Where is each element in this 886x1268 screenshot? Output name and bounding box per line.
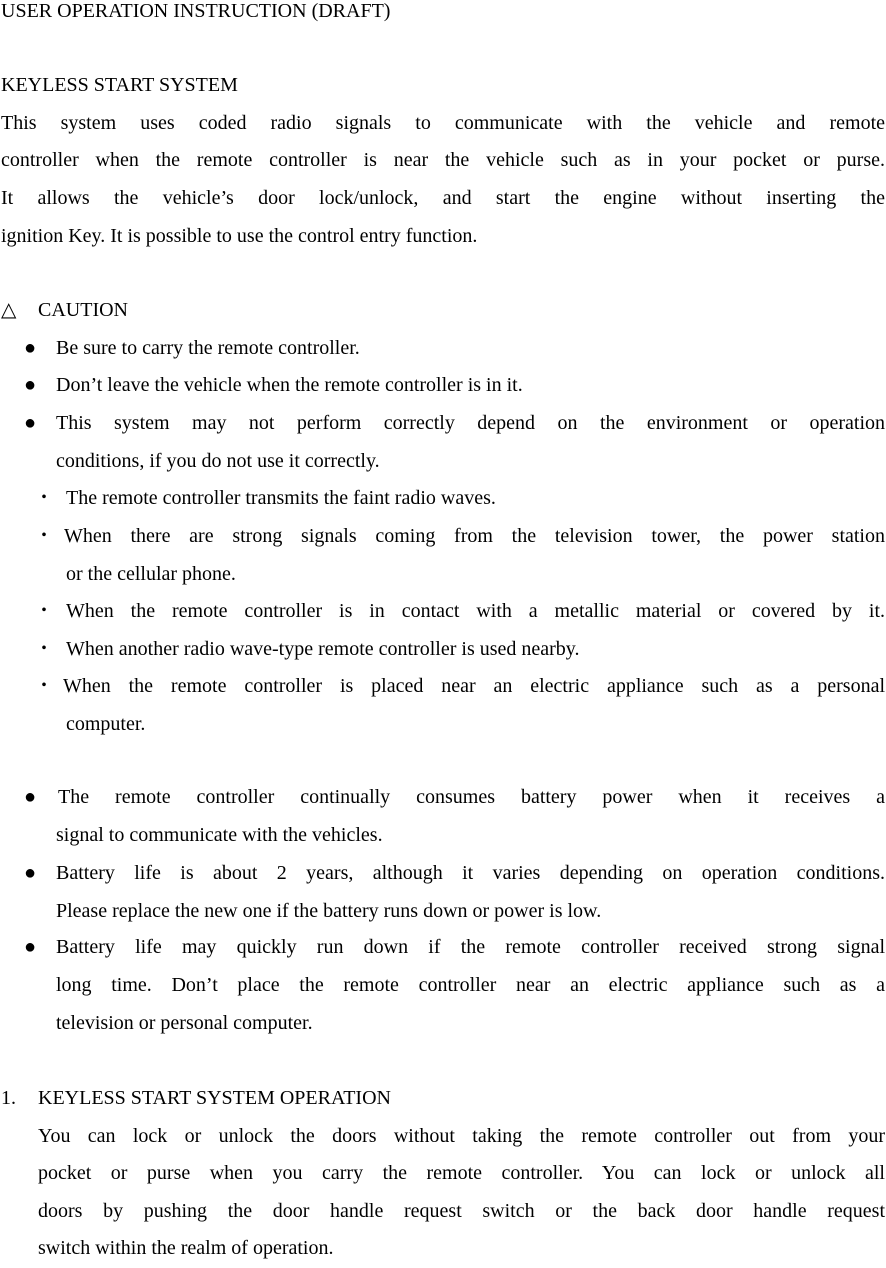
operation-line-4: switch within the realm of operation. — [38, 1237, 334, 1259]
caution-sub-3: When the remote controller is in contact with a metallic material or covered by it. — [66, 600, 885, 622]
intro-line-3: It allows the vehicle’s door lock/unlock, and start the engine without inserting the — [1, 187, 885, 209]
caution-item-2: Don’t leave the vehicle when the remote controller is in it. — [56, 374, 523, 396]
caution-item-4-line-1: The remote controller continually consumes battery power when it receives a — [58, 786, 885, 808]
caution-item-5-line-1: Battery life is about 2 years, although it varies depending on operation conditions. — [56, 862, 885, 884]
caution-item-5-line-2: Please replace the new one if the battery runs down or power is low. — [56, 900, 602, 922]
caution-sub-1: The remote controller transmits the faint radio waves. — [66, 487, 496, 509]
operation-heading: KEYLESS START SYSTEM OPERATION — [38, 1087, 391, 1109]
caution-sub-5-line-2: computer. — [66, 713, 146, 735]
intro-line-1: This system uses coded radio signals to communicate with the vehicle and remote — [1, 112, 885, 134]
section-number: 1. — [1, 1087, 16, 1109]
sub-bullet-icon: ・ — [34, 487, 54, 509]
caution-item-3-line-1: This system may not perform correctly depend on the environment or operation — [56, 412, 885, 434]
document-title: USER OPERATION INSTRUCTION (DRAFT) — [1, 0, 391, 22]
caution-sub-5-line-1: When the remote controller is placed near an electric appliance such as a personal — [63, 675, 885, 697]
caution-item-6-line-3: television or personal computer. — [56, 1012, 313, 1034]
bullet-icon: ● — [24, 374, 37, 396]
bullet-icon: ● — [24, 412, 37, 434]
caution-triangle-icon: △ — [1, 299, 17, 321]
bullet-icon: ● — [24, 337, 37, 359]
operation-line-1: You can lock or unlock the doors without taking the remote controller out from your — [38, 1125, 885, 1147]
intro-line-4: ignition Key. It is possible to use the control entry function. — [1, 225, 478, 247]
sub-bullet-icon: ・ — [34, 675, 54, 697]
caution-item-6-line-1: Battery life may quickly run down if the remote controller received strong signal — [56, 936, 885, 958]
caution-sub-2-line-1: When there are strong signals coming from the television tower, the power station — [64, 525, 885, 547]
caution-sub-4: When another radio wave-type remote controller is used nearby. — [66, 638, 580, 660]
section-title: KEYLESS START SYSTEM — [1, 74, 238, 96]
caution-item-6-line-2: long time. Don’t place the remote controller near an electric appliance such as a — [56, 974, 885, 996]
caution-item-4-line-2: signal to communicate with the vehicles. — [56, 824, 383, 846]
bullet-icon: ● — [24, 936, 37, 958]
bullet-icon: ● — [24, 862, 37, 884]
sub-bullet-icon: ・ — [34, 525, 54, 547]
operation-line-3: doors by pushing the door handle request switch or the back door handle request — [38, 1200, 885, 1222]
bullet-icon: ● — [24, 786, 37, 808]
intro-line-2: controller when the remote controller is near the vehicle such as in your pocket or purse. — [1, 149, 885, 171]
caution-item-1: Be sure to carry the remote controller. — [56, 337, 360, 359]
caution-heading: CAUTION — [38, 299, 128, 321]
caution-sub-2-line-2: or the cellular phone. — [66, 563, 236, 585]
sub-bullet-icon: ・ — [34, 638, 54, 660]
caution-item-3-line-2: conditions, if you do not use it correctly. — [56, 450, 380, 472]
sub-bullet-icon: ・ — [34, 600, 54, 622]
operation-line-2: pocket or purse when you carry the remote controller. You can lock or unlock all — [38, 1162, 885, 1184]
